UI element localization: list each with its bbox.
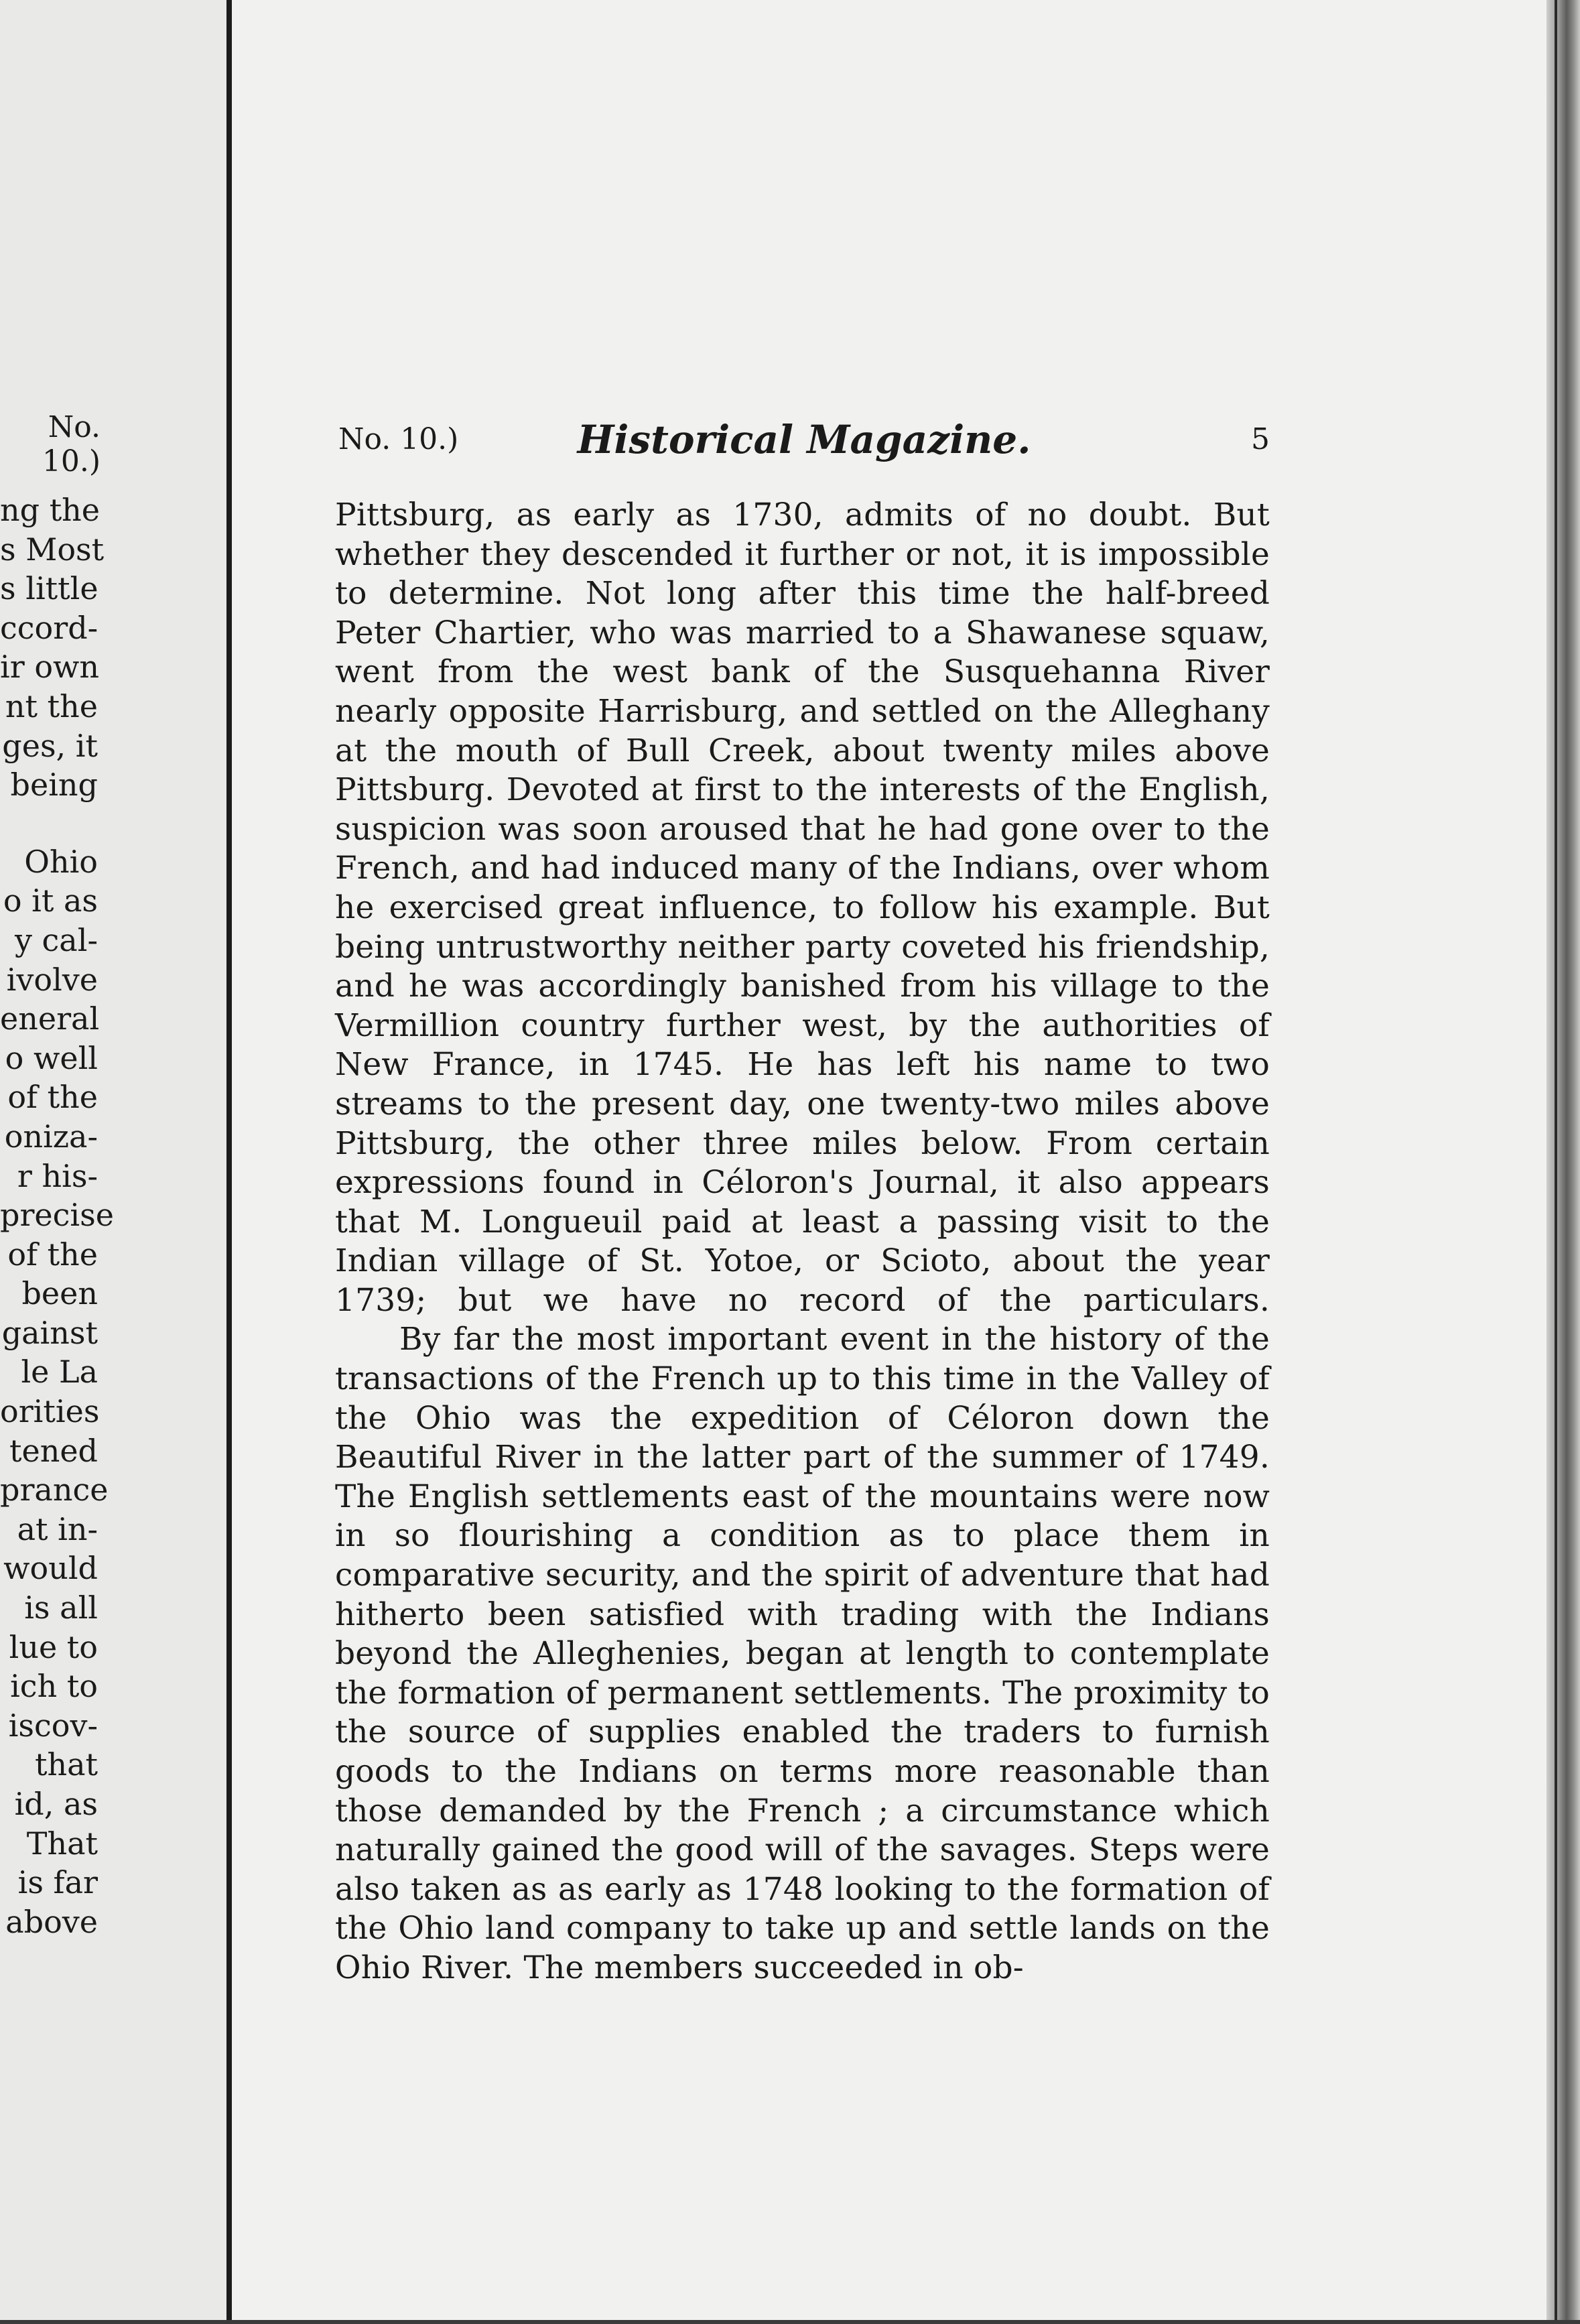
previous-page-line: ich to xyxy=(10,1668,98,1705)
previous-page-line: s little xyxy=(0,570,98,607)
previous-page-line: s Most xyxy=(0,531,105,568)
previous-page-line: precise xyxy=(0,1197,114,1234)
previous-page-line: is far xyxy=(17,1864,98,1901)
issue-number: No. 10.) xyxy=(338,422,459,456)
previous-page-line: ivolve xyxy=(6,961,98,998)
previous-page-line: ng the xyxy=(0,492,101,528)
previous-page-line: ir own xyxy=(0,649,100,686)
body-text xyxy=(335,496,1270,1988)
scan-bottom-edge xyxy=(0,2320,1580,2324)
previous-page-line: ges, it xyxy=(2,727,98,764)
previous-page-line: would xyxy=(3,1550,98,1587)
paragraph: Pittsburg, as early as 1730, admits of no doubt. But whether they descended it further or not, it is impossible to determine. Not long after this time the half-breed Peter Chartier, who was married to a Shawanese squaw, went from the west bank of the Susquehanna River nearly opposite Harrisburg, and settled on the Alleghany at the mouth of Bull Creek, about twenty miles above Pittsburg. Devoted at first to the interests of the English, suspicion was soon aroused that he had gone over to the French, and had induced many of the Indians, over whom he exercised great influence, to follow his example. But being untrustworthy neither party coveted his friendship, and he was accordingly banished from his village to the Vermillion country further west, by the authorities of New France, in 1745. He has left his name to two streams to the present day, one twenty-two miles above Pittsburg, the other three miles below. From certain expressions found in Céloron's Journal, it also appears that M. Longueuil paid at least a passing visit to the Indian village of St. Yotoe, or Scioto, about the year 1739; but we have no record of the particulars. xyxy=(335,497,1270,1319)
previous-page-line: nt the xyxy=(5,688,98,724)
previous-page-line: of the xyxy=(7,1079,98,1116)
previous-page-line: ccord- xyxy=(0,609,98,646)
previous-page-line: o well xyxy=(5,1039,98,1076)
previous-page-line: Ohio xyxy=(24,843,98,880)
previous-page-line: of the xyxy=(7,1236,98,1273)
previous-page-line: is all xyxy=(24,1590,98,1626)
previous-page-line: above xyxy=(5,1903,98,1940)
previous-page-line: lue to xyxy=(9,1628,98,1665)
previous-page-line: y cal- xyxy=(14,921,98,958)
previous-page-line: tened xyxy=(9,1432,98,1469)
previous-page-line: r his- xyxy=(17,1157,98,1194)
previous-page-header: No. 10.) xyxy=(42,410,101,478)
page-edge xyxy=(1546,0,1580,2324)
previous-page-line: that xyxy=(34,1746,98,1783)
previous-page-line: orities xyxy=(0,1393,100,1430)
previous-page-line: le La xyxy=(21,1354,98,1391)
previous-page-line: prance xyxy=(0,1472,109,1508)
previous-page-line: o it as xyxy=(3,883,98,919)
previous-page-line: iscov- xyxy=(8,1707,98,1744)
page-title: Historical Magazine. xyxy=(577,417,1031,462)
previous-page-line: id, as xyxy=(14,1786,98,1822)
previous-page-line: eneral xyxy=(0,1000,100,1037)
previous-page-line: at in- xyxy=(17,1510,98,1547)
book-gutter xyxy=(226,0,232,2324)
previous-page-line: That xyxy=(26,1825,98,1862)
previous-page-line: been xyxy=(21,1275,98,1312)
previous-page-fragment xyxy=(0,0,226,2324)
previous-page-line: oniza- xyxy=(4,1118,98,1155)
previous-page-line: being xyxy=(10,767,98,803)
page-header xyxy=(338,417,1270,464)
previous-page-line: gainst xyxy=(1,1314,98,1351)
previous-page-text xyxy=(0,491,114,1941)
paragraph: By far the most important event in the history of the transactions of the French up to this time in the Valley of the Ohio was the expedition of Céloron down the Beautiful River in the latter part of the summer of 1749. The English settlements east of the mountains were now in so flourishing a condition as to place them in comparative security, and the spirit of adventure that had hitherto been satisfied with trading with the Indians beyond the Alleghenies, began at length to contemplate the formation of permanent settlements. The proximity to the source of supplies enabled the traders to furnish goods to the Indians on terms more reasonable than those demanded by the French ; a circumstance which naturally gained the good will of the savages. Steps were also taken as as early as 1748 looking to the formation of the Ohio land company to take up and settle lands on the Ohio River. The members succeeded in ob- xyxy=(335,1321,1270,1986)
page-number: 5 xyxy=(1251,422,1270,456)
